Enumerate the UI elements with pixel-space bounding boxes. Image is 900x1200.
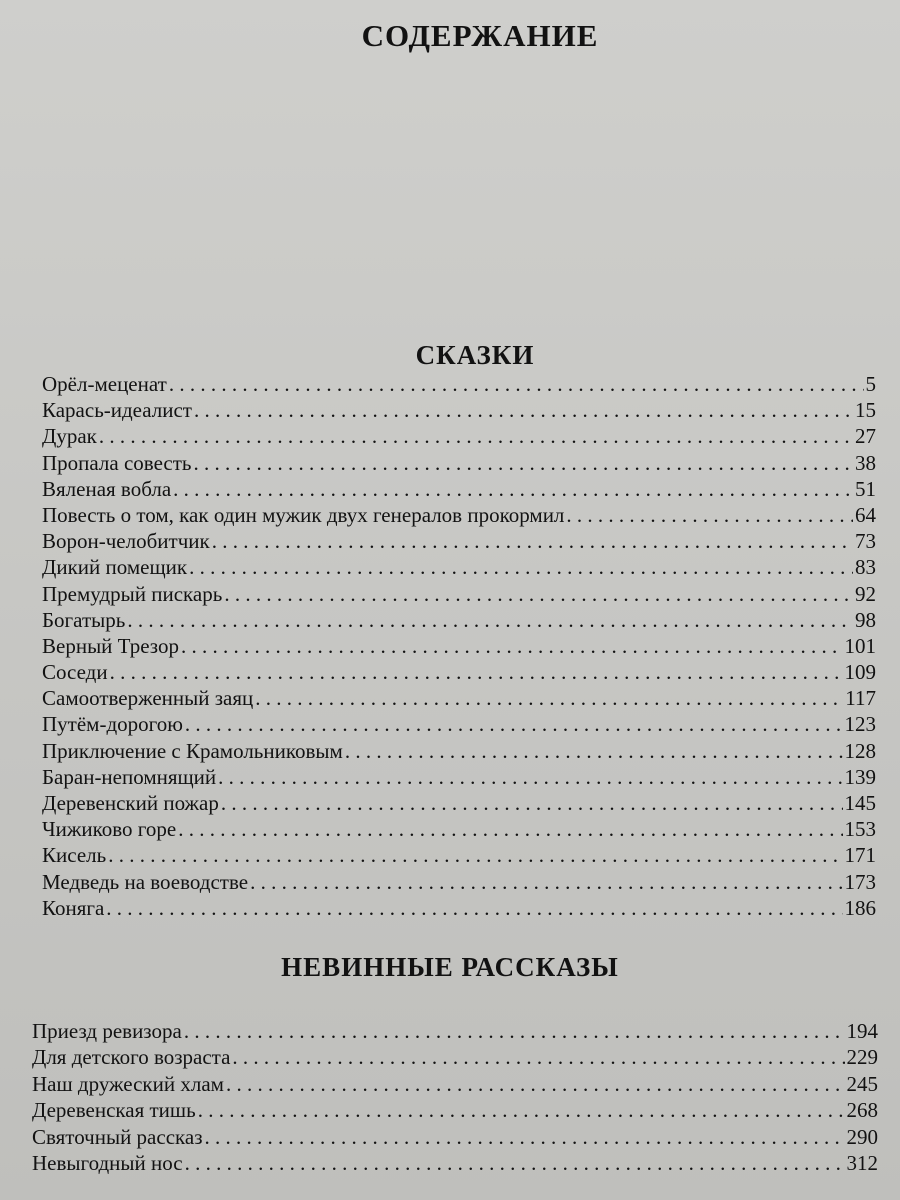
toc-entry-title: Коняга bbox=[42, 895, 105, 920]
toc-entry-page-number: 171 bbox=[844, 843, 876, 868]
toc-list-skazki bbox=[42, 371, 876, 921]
toc-entry bbox=[42, 371, 876, 397]
toc-entry-page-number: 98 bbox=[855, 607, 876, 632]
toc-entry-page-number: 153 bbox=[844, 817, 876, 842]
toc-entry-title: Самоотверженный заяц bbox=[42, 686, 254, 711]
toc-entry bbox=[42, 685, 876, 711]
toc-entry-title: Карась-идеалист bbox=[42, 398, 192, 423]
toc-entry-title: Наш дружеский хлам bbox=[32, 1071, 224, 1096]
toc-entry-page-number: 139 bbox=[844, 764, 876, 789]
toc-dot-leader bbox=[218, 764, 842, 790]
toc-entry bbox=[42, 502, 876, 528]
toc-entry bbox=[42, 633, 876, 659]
toc-entry-page-number: 27 bbox=[855, 424, 876, 449]
toc-dot-leader bbox=[184, 1018, 845, 1044]
toc-dot-leader bbox=[194, 450, 854, 476]
toc-dot-leader bbox=[250, 869, 842, 895]
toc-entry-title: Путём-дорогою bbox=[42, 712, 183, 737]
toc-entry-page-number: 15 bbox=[855, 398, 876, 423]
toc-dot-leader bbox=[198, 1097, 845, 1123]
toc-entry bbox=[32, 1097, 878, 1123]
toc-entry-title: Медведь на воеводстве bbox=[42, 869, 249, 894]
toc-entry bbox=[42, 816, 876, 842]
toc-entry-title: Приезд ревизора bbox=[32, 1019, 182, 1043]
toc-entry-title: Богатырь bbox=[42, 607, 126, 632]
toc-dot-leader bbox=[108, 842, 842, 868]
toc-entry-title: Вяленая вобла bbox=[42, 476, 172, 501]
toc-entry-title: Приключение с Крамольниковым bbox=[42, 738, 343, 763]
toc-entry-title: Орёл-меценат bbox=[42, 372, 167, 396]
toc-entry-page-number: 123 bbox=[844, 712, 876, 737]
toc-dot-leader bbox=[185, 711, 843, 737]
toc-entry-page-number: 245 bbox=[846, 1071, 878, 1096]
toc-dot-leader bbox=[185, 1150, 845, 1176]
toc-entry-page-number: 117 bbox=[845, 686, 876, 711]
toc-dot-leader bbox=[189, 554, 853, 580]
toc-entry-page-number: 268 bbox=[846, 1098, 878, 1123]
toc-entry bbox=[42, 554, 876, 580]
toc-entry-page-number: 101 bbox=[844, 633, 876, 658]
toc-entry-page-number: 312 bbox=[846, 1150, 878, 1175]
toc-entry-title: Для детского возраста bbox=[32, 1045, 231, 1070]
toc-entry bbox=[42, 423, 876, 449]
toc-dot-leader bbox=[345, 738, 843, 764]
toc-entry-title: Премудрый пискарь bbox=[42, 581, 223, 606]
toc-entry-title: Святочный рассказ bbox=[32, 1124, 203, 1149]
toc-entry-title: Пропала совесть bbox=[42, 450, 192, 475]
toc-entry-title: Повесть о том, как один мужик двух генералов прокормил bbox=[42, 502, 565, 527]
toc-dot-leader bbox=[127, 607, 853, 633]
toc-entry-page-number: 73 bbox=[855, 529, 876, 554]
toc-entry bbox=[42, 738, 876, 764]
toc-entry-page-number: 38 bbox=[855, 450, 876, 475]
toc-entry-title: Деревенская тишь bbox=[32, 1098, 196, 1123]
toc-entry-page-number: 83 bbox=[855, 555, 876, 580]
toc-entry-page-number: 194 bbox=[846, 1019, 878, 1043]
toc-entry-title: Кисель bbox=[42, 843, 107, 868]
toc-entry-title: Невыгодный нос bbox=[32, 1150, 183, 1175]
toc-entry bbox=[42, 397, 876, 423]
toc-entry-title: Деревенский пожар bbox=[42, 791, 219, 815]
toc-entry-title: Соседи bbox=[42, 660, 108, 685]
page-title: СОДЕРЖАНИЕ bbox=[361, 18, 599, 53]
toc-dot-leader bbox=[178, 816, 842, 842]
toc-dot-leader bbox=[110, 659, 843, 685]
section-heading-nevinnye-rasskazy: НЕВИННЫЕ РАССКАЗЫ bbox=[281, 952, 619, 982]
toc-entry bbox=[42, 711, 876, 737]
toc-entry bbox=[42, 895, 876, 921]
toc-entry-page-number: 173 bbox=[844, 869, 876, 894]
toc-dot-leader bbox=[212, 528, 853, 554]
toc-dot-leader bbox=[221, 790, 843, 816]
toc-entry bbox=[42, 764, 876, 790]
toc-dot-leader bbox=[232, 1044, 844, 1070]
toc-dot-leader bbox=[226, 1071, 845, 1097]
toc-dot-leader bbox=[181, 633, 843, 659]
toc-entry bbox=[42, 528, 876, 554]
toc-entry-title: Ворон-челобитчик bbox=[42, 529, 210, 554]
toc-entry bbox=[42, 842, 876, 868]
toc-entry bbox=[32, 1044, 878, 1070]
toc-dot-leader bbox=[106, 895, 842, 921]
toc-entry-page-number: 92 bbox=[855, 581, 876, 606]
toc-entry bbox=[32, 1071, 878, 1097]
toc-entry bbox=[42, 450, 876, 476]
toc-entry bbox=[32, 1150, 878, 1176]
toc-entry-page-number: 109 bbox=[844, 660, 876, 685]
toc-entry bbox=[32, 1018, 878, 1044]
toc-entry bbox=[42, 790, 876, 816]
toc-entry-page-number: 229 bbox=[846, 1045, 878, 1070]
toc-entry-page-number: 145 bbox=[844, 791, 876, 815]
toc-entry-title: Дурак bbox=[42, 424, 97, 449]
toc-entry-title: Чижиково горе bbox=[42, 817, 177, 842]
toc-entry bbox=[32, 1124, 878, 1150]
toc-entry-title: Дикий помещик bbox=[42, 555, 188, 580]
toc-dot-leader bbox=[255, 685, 843, 711]
toc-entry bbox=[42, 659, 876, 685]
toc-entry-page-number: 186 bbox=[844, 895, 876, 920]
section-heading-skazki: СКАЗКИ bbox=[415, 340, 535, 370]
toc-entry-page-number: 64 bbox=[855, 502, 876, 527]
toc-dot-leader bbox=[566, 502, 853, 528]
toc-entry-title: Верный Трезор bbox=[42, 633, 179, 658]
toc-entry bbox=[42, 581, 876, 607]
toc-dot-leader bbox=[224, 581, 853, 607]
toc-dot-leader bbox=[169, 371, 864, 397]
toc-dot-leader bbox=[99, 423, 853, 449]
toc-entry-page-number: 128 bbox=[844, 738, 876, 763]
toc-dot-leader bbox=[173, 476, 853, 502]
toc-entry-page-number: 290 bbox=[846, 1124, 878, 1149]
toc-entry-title: Баран-непомнящий bbox=[42, 764, 217, 789]
toc-entry bbox=[42, 607, 876, 633]
toc-entry bbox=[42, 476, 876, 502]
toc-dot-leader bbox=[205, 1124, 845, 1150]
toc-dot-leader bbox=[194, 397, 853, 423]
toc-list-nevinnye-rasskazy bbox=[32, 1018, 878, 1176]
toc-entry-page-number: 51 bbox=[855, 476, 876, 501]
toc-entry-page-number: 5 bbox=[865, 372, 876, 396]
toc-entry bbox=[42, 869, 876, 895]
